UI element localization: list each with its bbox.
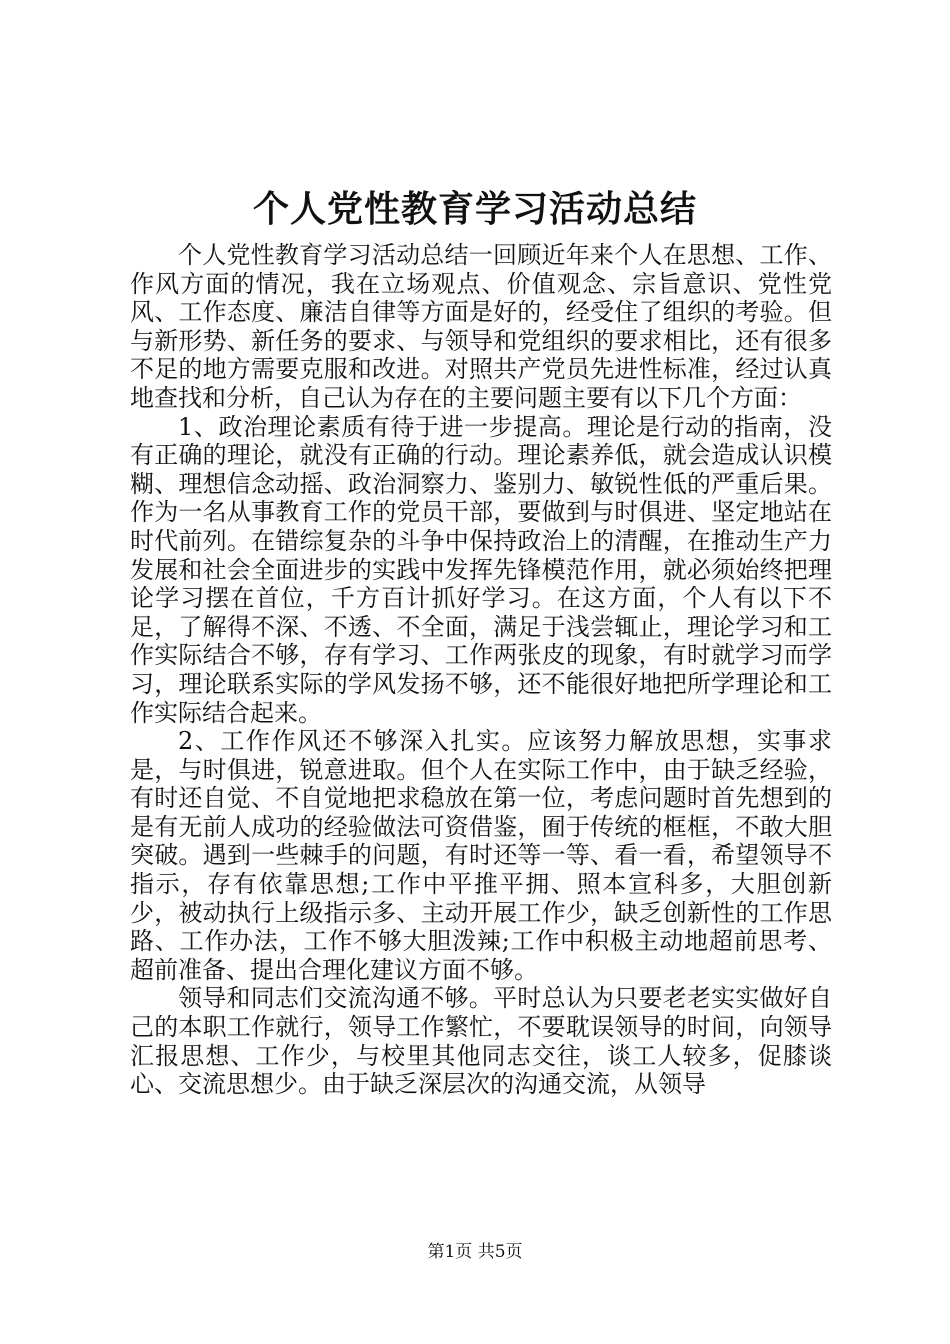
document-title: 个人党性教育学习活动总结 bbox=[252, 188, 697, 230]
paragraph-political-theory: 1、政治理论素质有待于进一步提高。理论是行动的指南，没有正确的理论，就没有正确的行动。理论素养低，就会造成认识模糊、理想信念动摇、政治洞察力、鉴别力、敏锐性低的严重后果。作为一名从事教育工作的党员干部，要做到与时俱进、坚定地站在时代前列。在错综复杂的斗争中保持政治上的清醒，在推动生产力发展和社会全面进步的实践中发挥先锋模范作用，就必须始终把理论学习摆在首位，千方百计抓好学习。在这方面，个人有以下不足，了解得不深、不透、不全面，满足于浅尝辄止，理论学习和工作实际结合不够，存有学习、工作两张皮的现象，有时就学习而学习，理论联系实际的学风发扬不够，还不能很好地把所学理论和工作实际结合起来。 bbox=[130, 412, 832, 727]
document-body bbox=[130, 241, 832, 1099]
page-number-footer: 第1页 共5页 bbox=[427, 1242, 523, 1262]
paragraph-work-style: 2、工作作风还不够深入扎实。应该努力解放思想，实事求是，与时俱进，锐意进取。但个人在实际工作中，由于缺乏经验，有时还自觉、不自觉地把求稳放在第一位，考虑问题时首先想到的是有无前人成功的经验做法可资借鉴，囿于传统的框框，不敢大胆突破。遇到一些棘手的问题，有时还等一等、看一看，希望领导不指示，存有依靠思想;工作中平推平拥、照本宣科多，大胆创新少，被动执行上级指示多、主动开展工作少，缺乏创新性的工作思路、工作办法，工作不够大胆泼辣;工作中积极主动地超前思考、超前准备、提出合理化建议方面不够。 bbox=[130, 727, 832, 984]
paragraph-intro: 个人党性教育学习活动总结一回顾近年来个人在思想、工作、作风方面的情况，我在立场观点、价值观念、宗旨意识、党性党风、工作态度、廉洁自律等方面是好的，经受住了组织的考验。但与新形势、新任务的要求、与领导和党组织的要求相比，还有很多不足的地方需要克服和改进。对照共产党员先进性标准，经过认真地查找和分析，自己认为存在的主要问题主要有以下几个方面： bbox=[130, 241, 832, 412]
paragraph-communication: 领导和同志们交流沟通不够。平时总认为只要老老实实做好自己的本职工作就行，领导工作繁忙，不要耽误领导的时间，向领导汇报思想、工作少，与校里其他同志交往，谈工人较多，促膝谈心、交流思想少。由于缺乏深层次的沟通交流，从领导 bbox=[130, 984, 832, 1099]
